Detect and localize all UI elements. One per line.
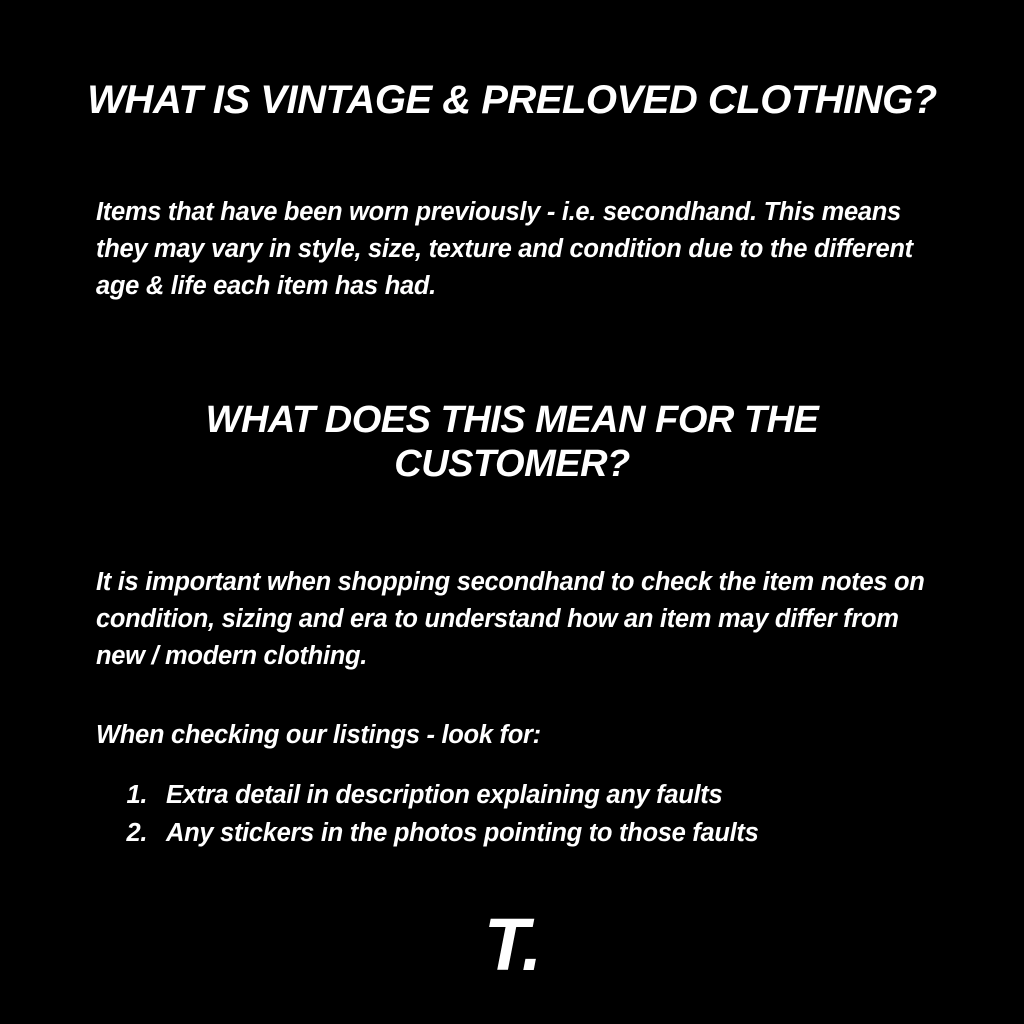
list-item: 1. Extra detail in description explaining any faults [154,776,928,814]
customer-paragraph: It is important when shopping secondhand to check the item notes on condition, sizing and era to understand how an item may differ from new / modern clothing. [96,568,925,671]
brand-logo: T. [483,903,541,986]
listings-prompt: When checking our listings - look for: [96,721,541,750]
intro-paragraph: Items that have been worn previously - i.e. secondhand. This means they may vary in style, size, texture and condition due to the different age & life each item has had. [96,198,913,300]
logo-container [0,903,1024,986]
list-item: 2. Any stickers in the photos pointing to those faults [154,814,928,852]
page-title: WHAT IS VINTAGE & PRELOVED CLOTHING? [87,78,937,122]
section-title: WHAT DOES THIS MEAN FOR THE CUSTOMER? [205,398,819,485]
faults-checklist [96,776,928,853]
content-body [0,194,1024,305]
content-body-secondary [0,564,1024,852]
